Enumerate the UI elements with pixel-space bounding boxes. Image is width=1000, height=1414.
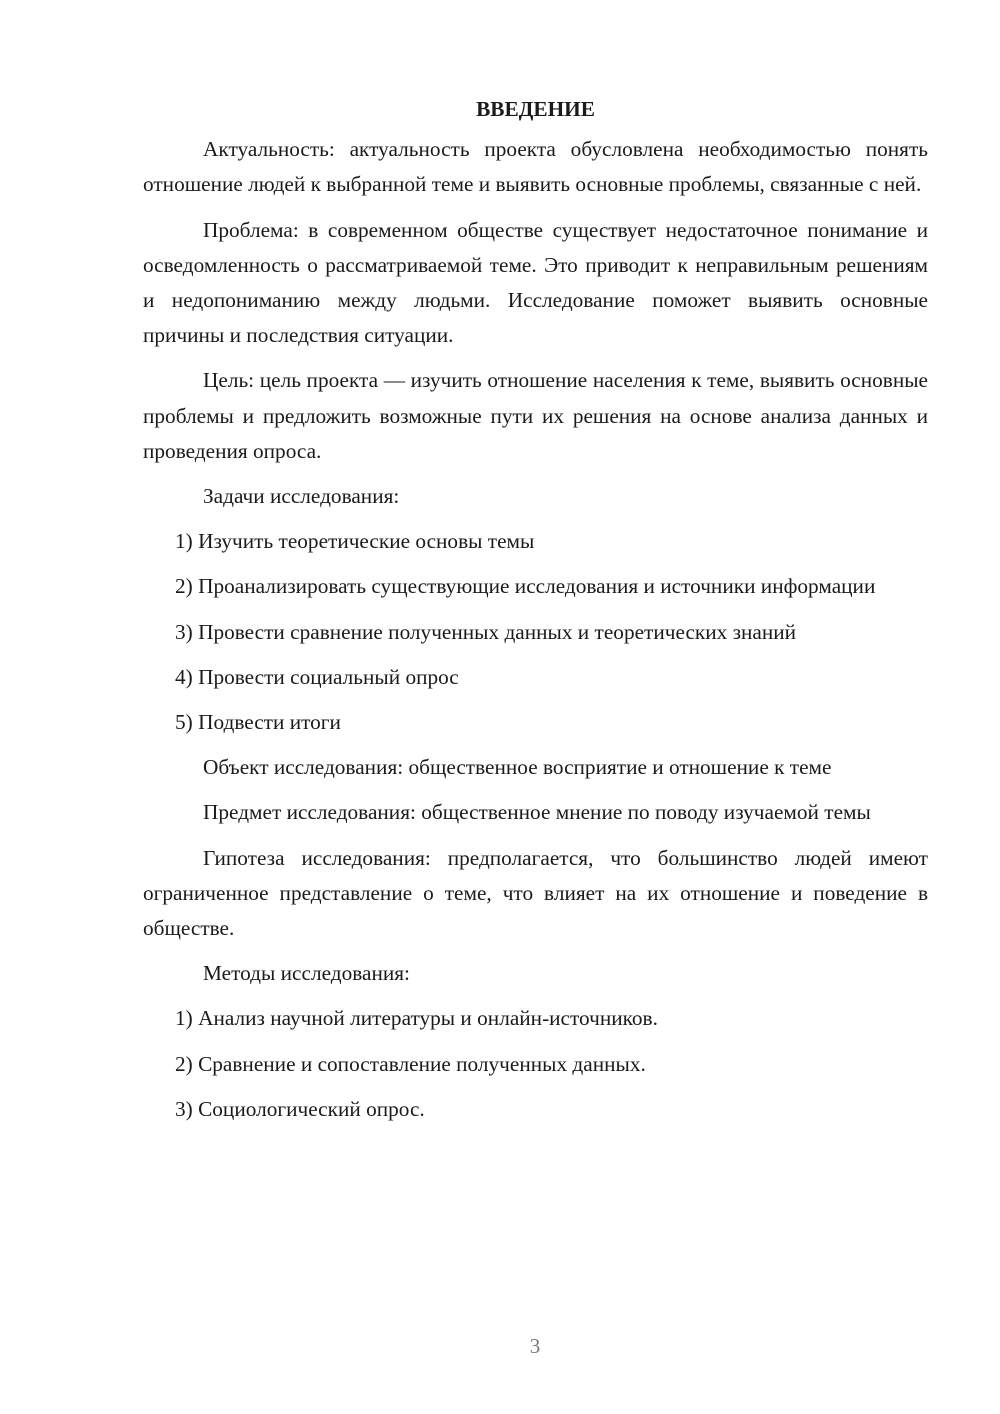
goal-paragraph: Цель: цель проекта — изучить отношение населения к теме, выявить основные проблемы и предложить возможные пути их решения на основе анализа данных и проведения опроса. [143,368,928,463]
list-item: 2) Сравнение и сопоставление полученных данных. [175,1051,646,1076]
problem-paragraph: Проблема: в современном обществе существует недостаточное понимание и осведомленность о рассматриваемой теме. Это приводит к неправильным решениям и недопониманию между людьми. Исследование поможет выявить основные причины и последствия ситуации. [143,217,928,348]
list-item: 1) Изучить теоретические основы темы [175,529,535,554]
object-paragraph: Объект исследования: общественное восприятие и отношение к теме [203,755,832,780]
list-item: 3) Провести сравнение полученных данных и теоретических знаний [175,619,797,644]
methods-heading: Методы исследования: [203,961,410,986]
document-page [143,92,928,1137]
list-item: 4) Провести социальный опрос [175,664,459,689]
methods-list [143,1001,928,1127]
tasks-heading: Задачи исследования: [203,484,400,509]
list-item: 5) Подвести итоги [175,710,341,735]
page-number: 3 [529,1334,541,1358]
list-item: 3) Социологический опрос. [175,1096,425,1121]
list-item: 1) Анализ научной литературы и онлайн-источников. [175,1006,658,1031]
list-item: 2) Проанализировать существующие исследования и источники информации [175,574,876,599]
tasks-list [143,524,928,740]
relevance-paragraph: Актуальность: актуальность проекта обусловлена необходимостью понять отношение людей к выбранной теме и выявить основные проблемы, связанные с ней. [143,137,928,197]
subject-paragraph: Предмет исследования: общественное мнение по поводу изучаемой темы [203,800,871,825]
page-title: ВВЕДЕНИЕ [476,97,595,121]
hypothesis-paragraph: Гипотеза исследования: предполагается, что большинство людей имеют ограниченное представление о теме, что влияет на их отношение и поведение в обществе. [143,845,928,941]
